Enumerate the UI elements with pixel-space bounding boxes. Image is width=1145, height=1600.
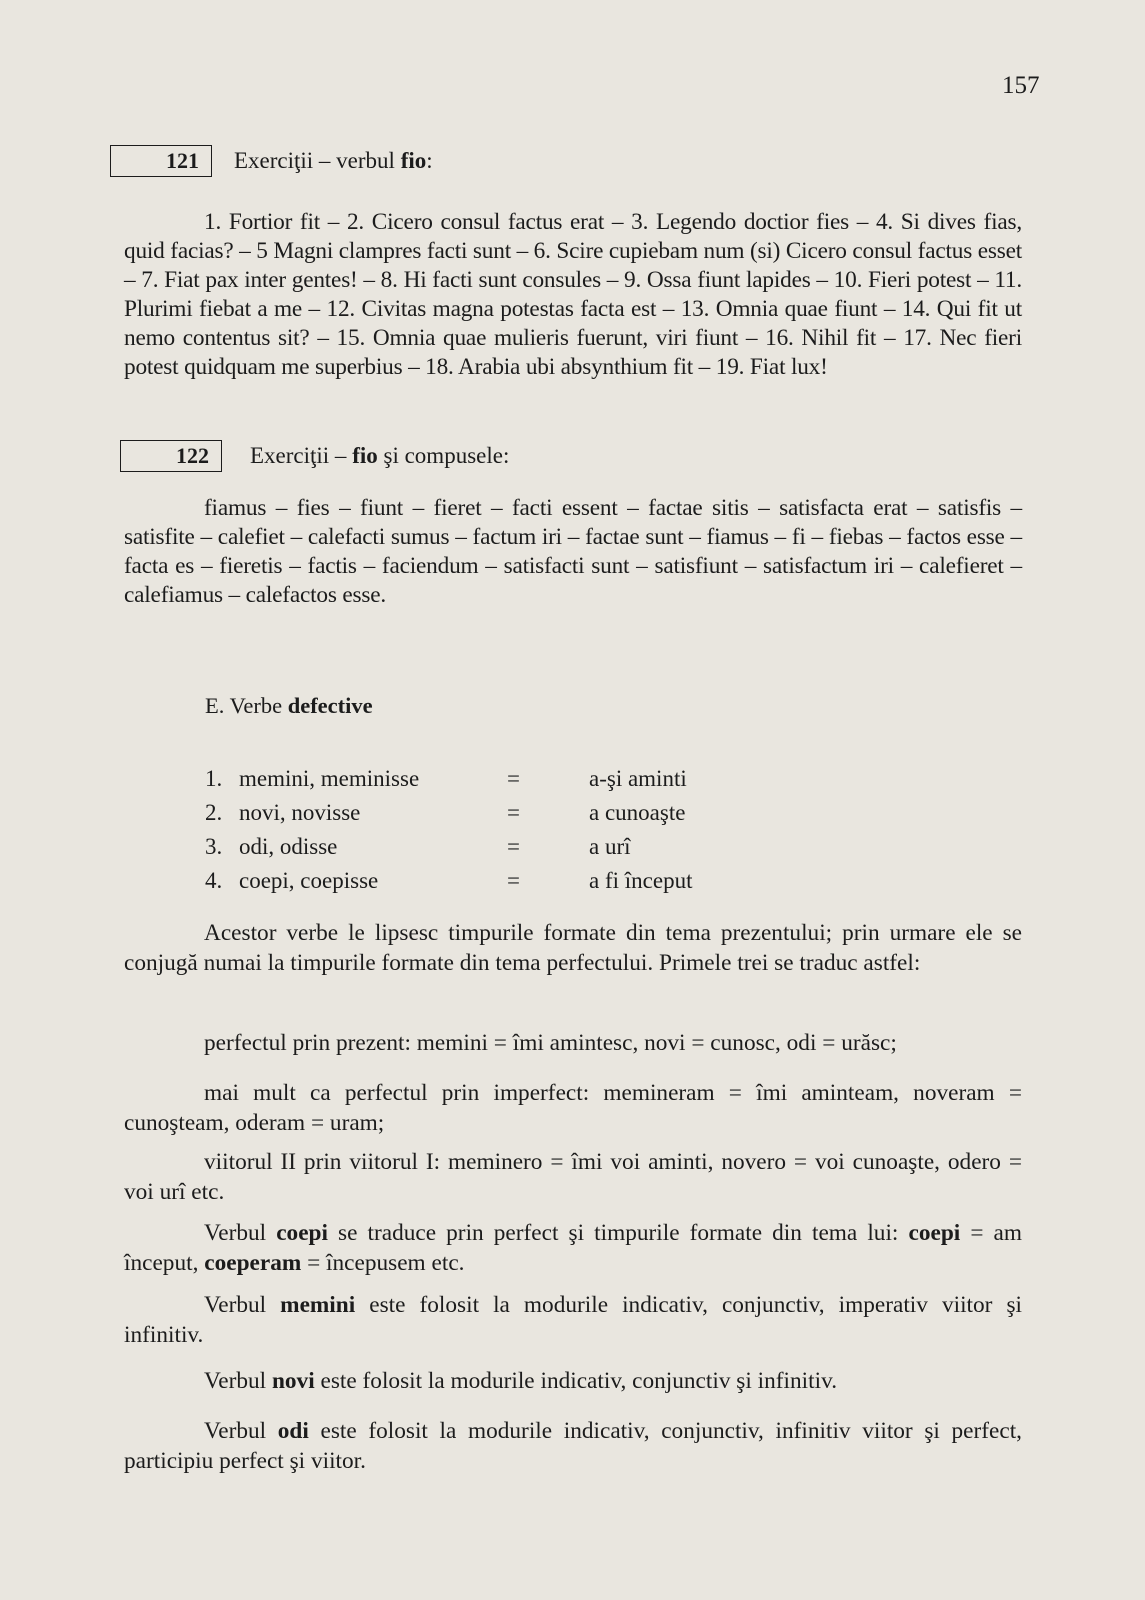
exercise-122-text: fiamus – fies – fiunt – fieret – facti essent – factae sitis – satisfacta erat – satisfis – satisfite – calefiet – calefacti sumus – factum iri – factae sunt – fiamus – fi – fiebas – factos esse – facta es – fieretis – factis – faciendum – satisfacti sunt – satisfiunt – satisfactum iri – calefieret – calefiamus – calefactos esse. — [124, 495, 1022, 608]
table-row: 2. novi, novisse = a cunoaşte — [205, 800, 686, 825]
paragraph: viitorul II prin viitorul I: meminero = îmi voi aminti, novero = voi cunoaşte, odero = voi urî etc. — [124, 1149, 1022, 1205]
paragraph: Verbul memini este folosit la modurile indicativ, conjunctiv, imperativ viitor şi infinitiv. — [124, 1292, 1022, 1348]
exercise-title — [250, 443, 509, 469]
exercise-title-keyword: fio — [400, 148, 427, 173]
table-row: 3. odi, odisse = a urî — [205, 834, 631, 859]
exercise-title-end: : — [426, 148, 433, 173]
table-row: 4. coepi, coepisse = a fi început — [205, 868, 693, 893]
section-title: E. Verbe defective — [205, 693, 373, 718]
exercise-title — [234, 148, 433, 174]
exercise-title-end: şi compusele: — [377, 443, 510, 468]
exercise-title-text: Exerciţii – verbul — [234, 148, 401, 173]
paragraph: mai mult ca perfectul prin imperfect: memineram = îmi aminteam, noveram = cunoşteam, oderam = uram; — [124, 1080, 1022, 1136]
exercise-title-text: Exerciţii – — [250, 443, 353, 468]
exercise-title-keyword: fio — [352, 443, 378, 468]
paragraph: Verbul coepi se traduce prin perfect şi timpurile formate din tema lui: coepi = am început, coeperam = începusem etc. — [124, 1220, 1023, 1276]
defective-verbs-table — [205, 762, 789, 898]
exercise-number-box: 121 — [110, 145, 212, 177]
exercise-122-header — [120, 440, 509, 472]
paragraph: Acestor verbe le lipsesc timpurile formate din tema prezentului; prin urmare ele se conjugă numai la timpurile formate din tema perfectului. Primele trei se traduc astfel: — [124, 920, 1022, 976]
exercise-121-text: 1. Fortior fit – 2. Cicero consul factus erat – 3. Legendo doctior fies – 4. Si dives fias, quid facias? – 5 Magni clampres facti sunt – 6. Scire cupiebam num (si) Cicero consul factus esset – 7. Fiat pax inter gentes! – 8. Hi facti sunt consules – 9. Ossa fiunt lapides – 10. Fieri potest – 11. Plurimi fiebat a me – 12. Civitas magna potestas facta est – 13. Omnia quae fiunt – 14. Qui fit ut nemo contentus sit? – 15. Omnia quae mulieris fuerunt, viri fiunt – 16. Nihil fit – 17. Nec fieri potest quidquam me superbius – 18. Arabia ubi absynthium fit – 19. Fiat lux! — [124, 209, 1022, 380]
exercise-121-header — [110, 145, 433, 177]
table-row: 1. memini, meminisse = a-şi aminti — [205, 766, 687, 791]
paragraph: Verbul odi este folosit la modurile indicativ, conjunctiv, infinitiv viitor şi perfect, participiu perfect şi viitor. — [124, 1418, 1023, 1474]
paragraph: perfectul prin prezent: memini = îmi amintesc, novi = cunosc, odi = urăsc; — [204, 1030, 897, 1056]
paragraph: Verbul novi este folosit la modurile indicativ, conjunctiv şi infinitiv. — [204, 1368, 838, 1394]
exercise-number-box: 122 — [120, 440, 222, 472]
page-number: 157 — [1002, 72, 1040, 99]
